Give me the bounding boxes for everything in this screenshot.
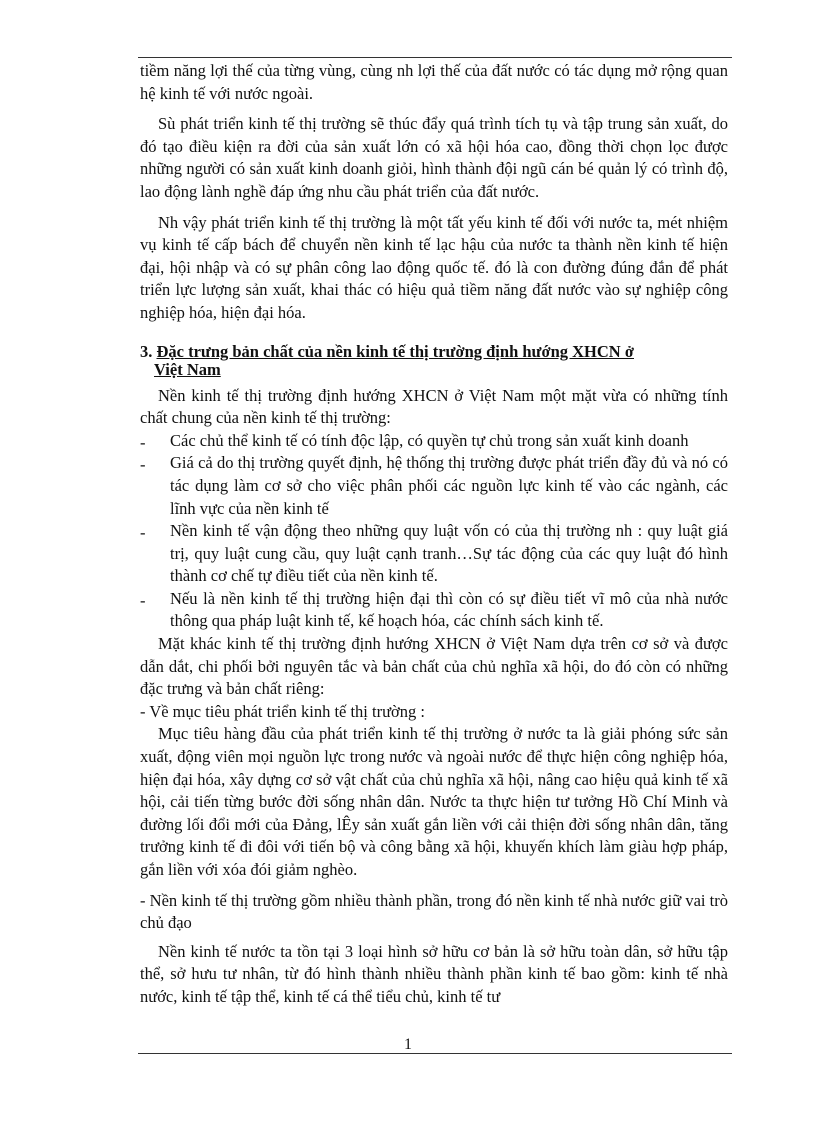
list-item: - Nền kinh tế vận động theo những quy luật vốn có của thị trường nh : quy luật giá trị, quy luật cung cầu, quy luật cạnh tranh…Sự tác động của các quy luật đó hình thành cơ chế tự điều tiết của nền kinh tế. [140,520,728,588]
subheading-goals: - Về mục tiêu phát triển kinh tế thị trường : [140,701,425,721]
paragraph-continuation: tiềm năng lợi thế của từng vùng, cùng nh lợi thế của đất nước có tác dụng mở rộng quan hệ kinh tế với nước ngoài. [140,61,728,103]
paragraph-intro: Nền kinh tế thị trường định hướng XHCN ở Việt Nam một mặt vừa có những tính chất chung của nền kinh tế thị trường: [140,385,728,428]
characteristics-list [140,430,728,633]
subheading-sectors: - Nền kinh tế thị trường gồm nhiều thành phần, trong đó nền kinh tế nhà nước giữ vai trò chủ đạo [140,890,728,933]
paragraph-sectors: Nền kinh tế nước ta tồn tại 3 loại hình sở hữu cơ bản là sở hữu toàn dân, sở hữu tập thể, sở hưu tư nhân, từ đó hình thành nhiều thành phần kinh tế bao gồm: kinh tế nhà nước, kinh tế tập thể, kinh tế cá thể tiểu chủ, kinh tế tư [140,941,728,1006]
header-rule [138,57,732,58]
section-number: 3. [140,341,153,361]
section-title: Đặc trưng bản chất của nền kinh tế thị trường định hướng XHCN ở [156,341,634,361]
paragraph-development: Sù phát triển kinh tế thị trường sẽ thúc đẩy quá trình tích tụ và tập trung sản xuất, do đó tạo điều kiện ra đời của sản xuất lớn có xã hội hóa cao, đồng thời chọn lọc được những người có sản xuất kinh doanh giỏi, hình thành đội ngũ cán bé quản lý có trình độ, lao động lành nghề đáp ứng nhu cầu phát triển của đất nước. [140,114,728,201]
page-number: 1 [404,1036,412,1053]
section-heading [140,343,728,379]
paragraph-other-side: Mặt khác kinh tế thị trường định hướng XHCN ở Việt Nam dựa trên cơ sở và được dẫn dắt, chi phối bởi nguyên tắc và bản chất của chủ nghĩa xã hội, do đó còn có những đặc trưng và bản chất riêng: [140,634,728,699]
list-item: - Các chủ thể kinh tế có tính độc lập, có quyền tự chủ trong sản xuất kinh doanh [140,430,728,453]
paragraph-conclusion: Nh vậy phát triển kinh tế thị trường là một tất yếu kinh tế đối với nước ta, mét nhiệm vụ kinh tế cấp bách để chuyển nền kinh tế lạc hậu của nước ta thành nền kinh tế hiện đại, hội nhập và có sự phân công lao động quốc tế. đó là con đường đúng đắn để phát triển lực lượng sản xuất, khai thác có hiệu quả tiềm năng đất nước vào sự nghiệp công nghiệp hóa, hiện đại hóa. [140,212,728,322]
section-title-continued: Việt Nam [154,359,221,379]
document-body [140,60,728,1009]
list-item: - Nếu là nền kinh tế thị trường hiện đại thì còn có sự điều tiết vĩ mô của nhà nước thông qua pháp luật kinh tế, kế hoạch hóa, các chính sách kinh tế. [140,588,728,633]
footer-rule [138,1053,732,1054]
paragraph-goals: Mục tiêu hàng đầu của phát triển kinh tế thị trường ở nước ta là giải phóng sức sản xuất, động viên mọi nguồn lực trong nước và ngoài nước để thực hiện công nghiệp hóa, hiện đại hóa, xây dựng cơ sở vật chất của chủ nghĩa xã hội, nâng cao hiệu quả kinh tế xã hội, cải tiến từng bước đời sống nhân dân. Nước ta thực hiện tư tưởng Hồ Chí Minh và đường lối đổi mới của Đảng, lÊy sản xuất gắn liền với cải thiện đời sống nhân dân, tăng trưởng kinh tế đi đôi với tiến bộ và công bằng xã hội, khuyến khích làm giàu hợp pháp, gắn liền với xóa đói giảm nghèo. [140,724,728,879]
list-item: - Giá cả do thị trường quyết định, hệ thống thị trường được phát triển đầy đủ và nó có tác dụng làm cơ sở cho việc phân phối các nguồn lực kinh tế vào các ngành, các lĩnh vực của nền kinh tế [140,452,728,520]
